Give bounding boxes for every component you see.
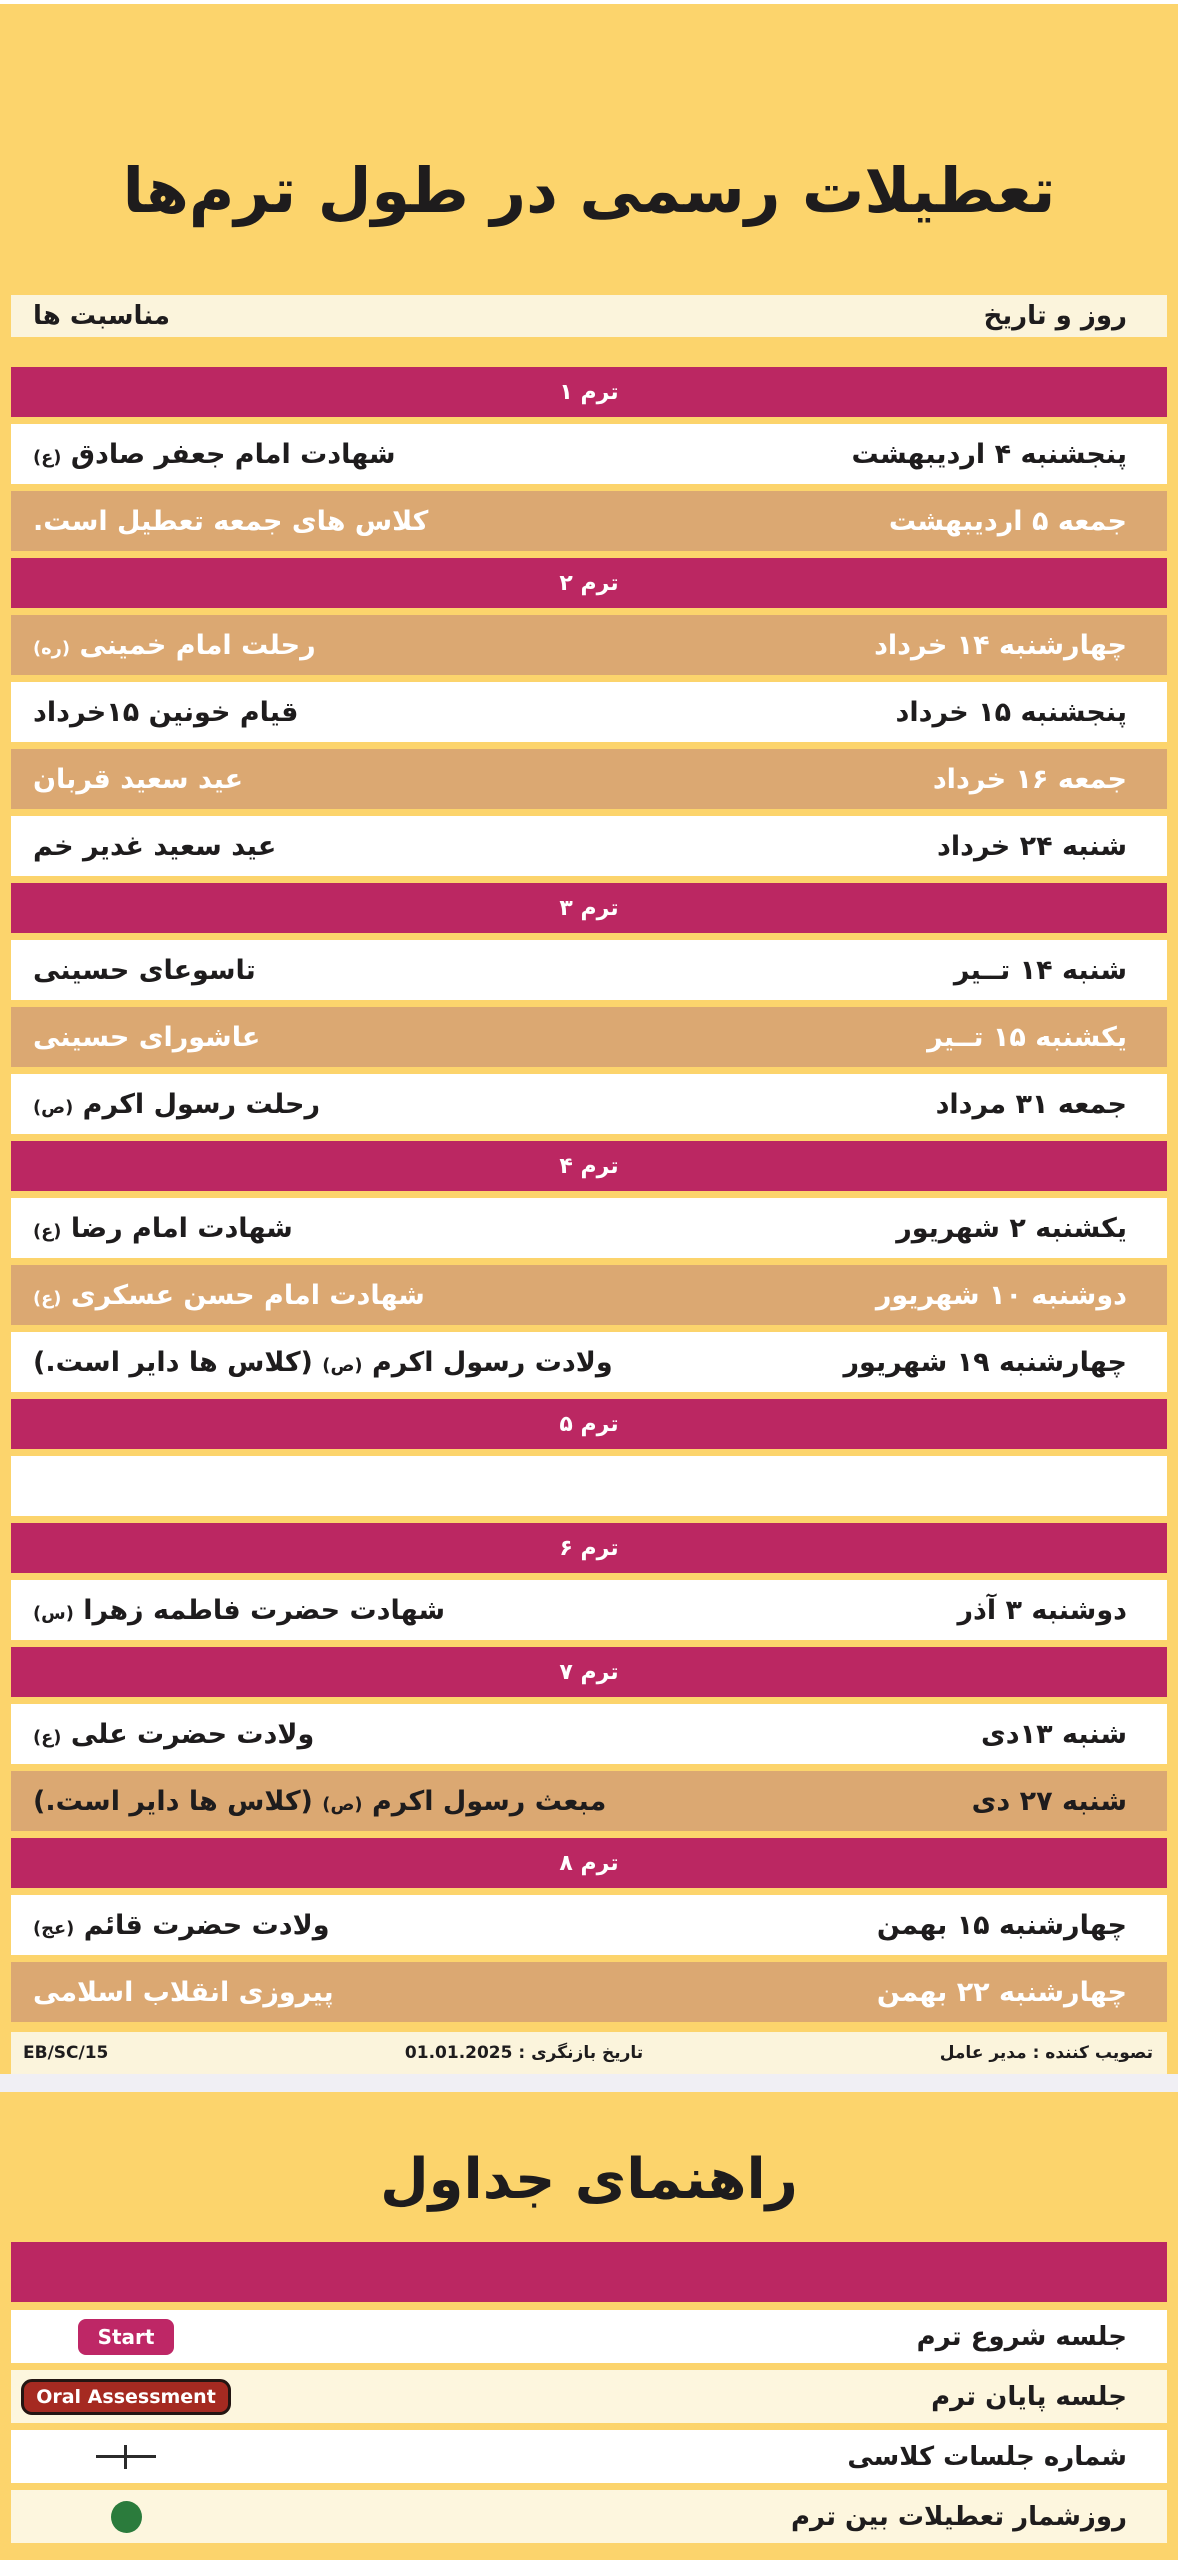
- term-band: ترم ۸: [11, 1838, 1167, 1888]
- occasion-cell: کلاس های جمعه تعطیل است.: [33, 505, 429, 537]
- holiday-row: [11, 1704, 1167, 1764]
- term-band: ترم ۷: [11, 1647, 1167, 1697]
- holiday-row: [11, 424, 1167, 484]
- occasion-cell: قیام خونین ۱۵خرداد: [33, 696, 299, 728]
- holiday-row: [11, 749, 1167, 809]
- legend-row: [11, 2430, 1167, 2483]
- occasion-cell: عاشورای حسینی: [33, 1021, 261, 1053]
- honorific-abbreviation: (ع): [33, 1287, 62, 1309]
- term-band: ترم ۲: [11, 558, 1167, 608]
- term-band: ترم ۴: [11, 1141, 1167, 1191]
- date-column-header: روز و تاریخ: [983, 301, 1127, 331]
- date-cell: شنبه ۲۴ خرداد: [937, 830, 1127, 862]
- date-cell: جمعه ۳۱ مرداد: [935, 1088, 1127, 1120]
- legend-page: [0, 2092, 1178, 2560]
- legend-row: [11, 2370, 1167, 2423]
- honorific-abbreviation: (ع): [33, 1726, 62, 1748]
- honorific-abbreviation: (ص): [33, 1096, 74, 1118]
- legend-row: [11, 2490, 1167, 2543]
- between-term-holiday-dot-icon: [111, 2501, 142, 2533]
- occasion-cell: ولادت حضرت علی (ع): [33, 1718, 315, 1750]
- occasion-cell: عید سعید غدیر خم: [33, 830, 277, 862]
- date-cell: چهارشنبه ۲۲ بهمن: [876, 1976, 1127, 2008]
- term-band: ترم ۳: [11, 883, 1167, 933]
- holiday-row: [11, 940, 1167, 1000]
- session-number-cross-icon: [96, 2445, 156, 2469]
- date-cell: چهارشنبه ۱۴ خرداد: [874, 629, 1127, 661]
- legend-header-band: [11, 2242, 1167, 2302]
- honorific-abbreviation: (ص): [322, 1354, 363, 1376]
- occasion-cell: عید سعید قربان: [33, 763, 244, 795]
- occasion-cell: شهادت امام حسن عسکری (ع): [33, 1279, 425, 1311]
- table-header: [11, 295, 1167, 337]
- holiday-row: [11, 1895, 1167, 1955]
- legend-row: [11, 2310, 1167, 2363]
- holiday-row: [11, 1580, 1167, 1640]
- holidays-table: [11, 367, 1167, 2022]
- legend-symbol-box: [11, 2445, 241, 2469]
- date-cell: پنجشنبه ۴ اردیبهشت: [851, 438, 1127, 470]
- holiday-row: [11, 491, 1167, 551]
- occasion-cell: رحلت امام خمینی (ره): [33, 629, 316, 661]
- date-cell: پنجشنبه ۱۵ خرداد: [895, 696, 1127, 728]
- date-cell: جمعه ۱۶ خرداد: [932, 763, 1127, 795]
- page-break: [0, 2074, 1178, 2092]
- start-badge: Start: [78, 2319, 175, 2355]
- occasion-cell: شهادت امام جعفر صادق (ع): [33, 438, 396, 470]
- date-cell: دوشنبه ۱۰ شهریور: [875, 1279, 1127, 1311]
- cross-vertical-line: [124, 2445, 127, 2469]
- date-cell: یکشنبه ۲ شهریور: [896, 1212, 1127, 1244]
- date-cell: یکشنبه ۱۵ تــیر: [927, 1021, 1127, 1053]
- date-cell: چهارشنبه ۱۵ بهمن: [876, 1909, 1127, 1941]
- honorific-abbreviation: (س): [33, 1602, 74, 1624]
- occasion-cell: مبعث رسول اکرم (ص) (کلاس ها دایر است.): [33, 1785, 607, 1817]
- document-footer: [11, 2032, 1167, 2074]
- term-band: ترم ۵: [11, 1399, 1167, 1449]
- holiday-row: [11, 1007, 1167, 1067]
- term-band: ترم ۶: [11, 1523, 1167, 1573]
- holidays-page: [0, 4, 1178, 2074]
- occasion-cell: پیروزی انقلاب اسلامی: [33, 1976, 334, 2008]
- legend-label: شماره جلسات کلاسی: [847, 2441, 1127, 2472]
- term-band: ترم ۱: [11, 367, 1167, 417]
- holiday-row: [11, 682, 1167, 742]
- legend-label: جلسه شروع ترم: [916, 2321, 1127, 2352]
- holiday-row: [11, 1074, 1167, 1134]
- legend-label: روزشمار تعطیلات بین ترم: [791, 2501, 1127, 2532]
- legend-label: جلسه پایان ترم: [931, 2381, 1127, 2412]
- date-cell: شنبه ۱۴ تــیر: [953, 954, 1127, 986]
- revision-date-text: تاریخ بازنگری : 01.01.2025: [404, 2043, 644, 2063]
- honorific-abbreviation: (ع): [33, 1220, 62, 1242]
- approver-text: تصویب کننده : مدیر عامل: [939, 2043, 1153, 2063]
- oral-assessment-badge: Oral Assessment: [21, 2379, 231, 2415]
- holiday-row: [11, 1456, 1167, 1516]
- legend-title: راهنمای جداول: [380, 2147, 798, 2212]
- occasion-cell: شهادت امام رضا (ع): [33, 1212, 293, 1244]
- holiday-row: [11, 1332, 1167, 1392]
- occasion-cell: شهادت حضرت فاطمه زهرا (س): [33, 1594, 446, 1626]
- occasion-cell: تاسوعای حسینی: [33, 954, 256, 986]
- holiday-row: [11, 1962, 1167, 2022]
- holiday-row: [11, 1198, 1167, 1258]
- honorific-abbreviation: (ص): [322, 1793, 363, 1815]
- page-title: تعطیلات رسمی در طول ترم‌ها: [122, 154, 1056, 227]
- honorific-abbreviation: (ع): [33, 446, 62, 468]
- honorific-abbreviation: (ره): [33, 637, 71, 659]
- doc-code-text: EB/SC/15: [23, 2043, 109, 2063]
- legend-symbol-box: [11, 2501, 241, 2533]
- legend-symbol-box: [11, 2379, 241, 2415]
- occasion-column-header: مناسبت ها: [33, 301, 171, 331]
- holiday-row: [11, 816, 1167, 876]
- date-cell: چهارشنبه ۱۹ شهریور: [843, 1346, 1127, 1378]
- date-cell: دوشنبه ۳ آذر: [957, 1594, 1127, 1626]
- date-cell: شنبه ۲۷ دی: [971, 1785, 1127, 1817]
- honorific-abbreviation: (عج): [33, 1917, 75, 1939]
- occasion-cell: ولادت حضرت قائم (عج): [33, 1909, 330, 1941]
- date-cell: شنبه ۱۳دی: [981, 1718, 1127, 1750]
- legend-symbol-box: [11, 2319, 241, 2355]
- occasion-cell: ولادت رسول اکرم (ص) (کلاس ها دایر است.): [33, 1346, 613, 1378]
- date-cell: جمعه ۵ اردیبهشت: [888, 505, 1127, 537]
- holiday-row: [11, 615, 1167, 675]
- holiday-row: [11, 1265, 1167, 1325]
- holiday-row: [11, 1771, 1167, 1831]
- occasion-cell: رحلت رسول اکرم (ص): [33, 1088, 321, 1120]
- legend-table: [11, 2310, 1167, 2543]
